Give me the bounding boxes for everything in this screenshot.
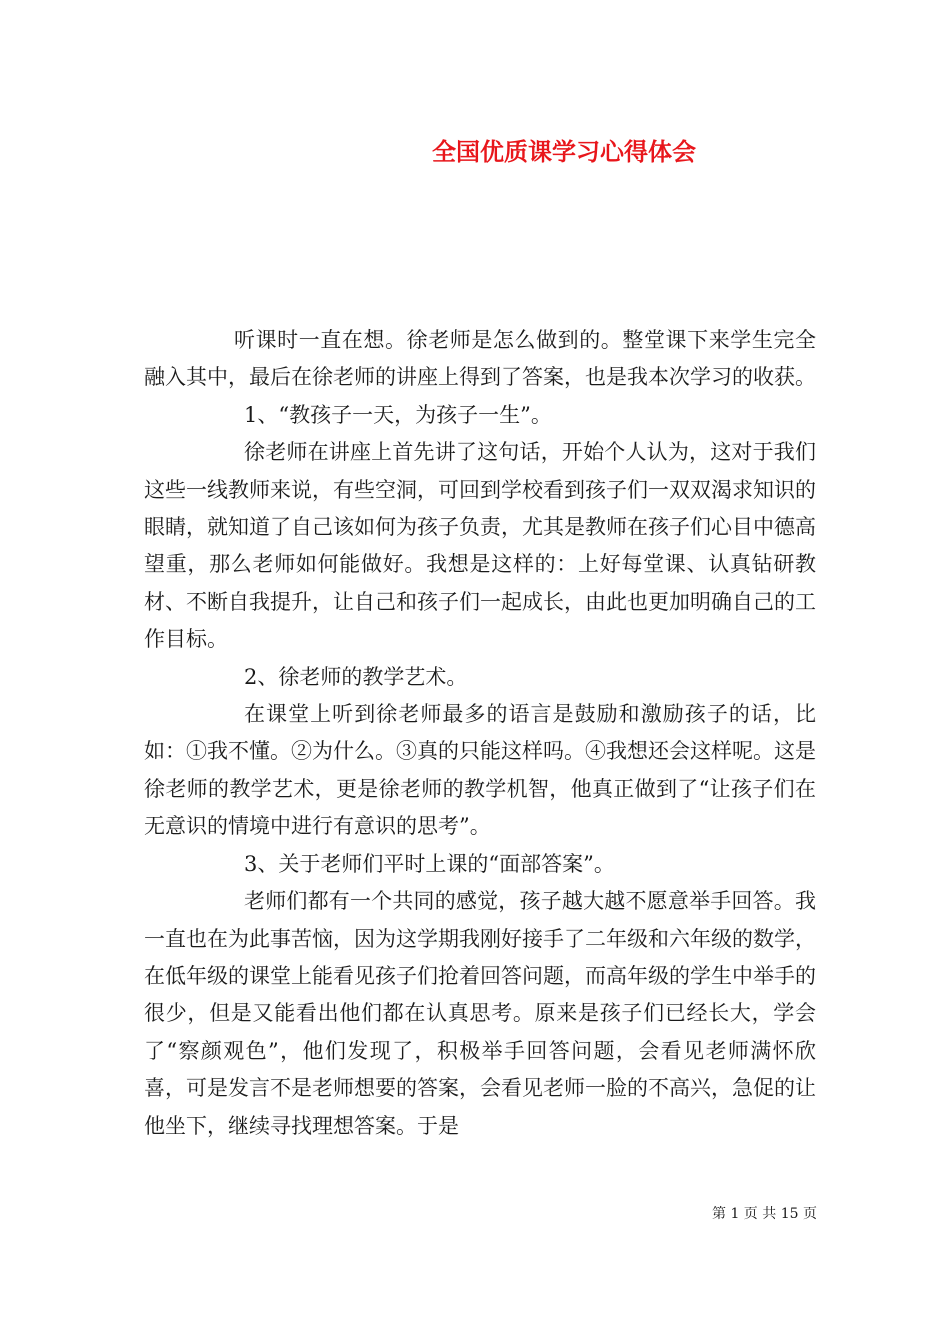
paragraph-section-1: 徐老师在讲座上首先讲了这句话，开始个人认为，这对于我们这些一线教师来说，有些空洞，可回到学校看到孩子们一双双渴求知识的眼睛，就知道了自己该如何为孩子负责，尤其是教师在孩子们心目中德高望重，那么老师如何能做好。我想是这样的：上好每堂课、认真钻研教材、不断自我提升，让自己和孩子们一起成长，由此也更加明确自己的工作目标。 [144, 440, 816, 652]
document-body [144, 322, 816, 1145]
section-heading-1: 1、“教孩子一天，为孩子一生”。 [244, 402, 552, 427]
section-heading-3: 3、关于老师们平时上课的“面部答案”。 [244, 851, 615, 876]
paragraph-intro: 听课时一直在想。徐老师是怎么做到的。整堂课下来学生完全融入其中，最后在徐老师的讲座上得到了答案，也是我本次学习的收获。 [144, 328, 816, 390]
paragraph-section-3: 老师们都有一个共同的感觉，孩子越大越不愿意举手回答。我一直也在为此事苦恼，因为这学期我刚好接手了二年级和六年级的数学，在低年级的课堂上能看见孩子们抢着回答问题，而高年级的学生中举手的很少，但是又能看出他们都在认真思考。原来是孩子们已经长大，学会了“察颜观色”，他们发现了，积极举手回答问题，会看见老师满怀欣喜，可是发言不是老师想要的答案，会看见老师一脸的不高兴，急促的让他坐下，继续寻找理想答案。于是 [144, 889, 816, 1138]
page-number-footer: 第 1 页 共 15 页 [712, 1206, 817, 1222]
paragraph-section-2: 在课堂上听到徐老师最多的语言是鼓励和激励孩子的话，比如：①我不懂。②为什么。③真的只能这样吗。④我想还会这样呢。这是徐老师的教学艺术，更是徐老师的教学机智，他真正做到了“让孩子们在无意识的情境中进行有意识的思考”。 [144, 702, 816, 839]
section-heading-2: 2、徐老师的教学艺术。 [244, 664, 468, 689]
document-title: 全国优质课学习心得体会 [432, 137, 696, 166]
